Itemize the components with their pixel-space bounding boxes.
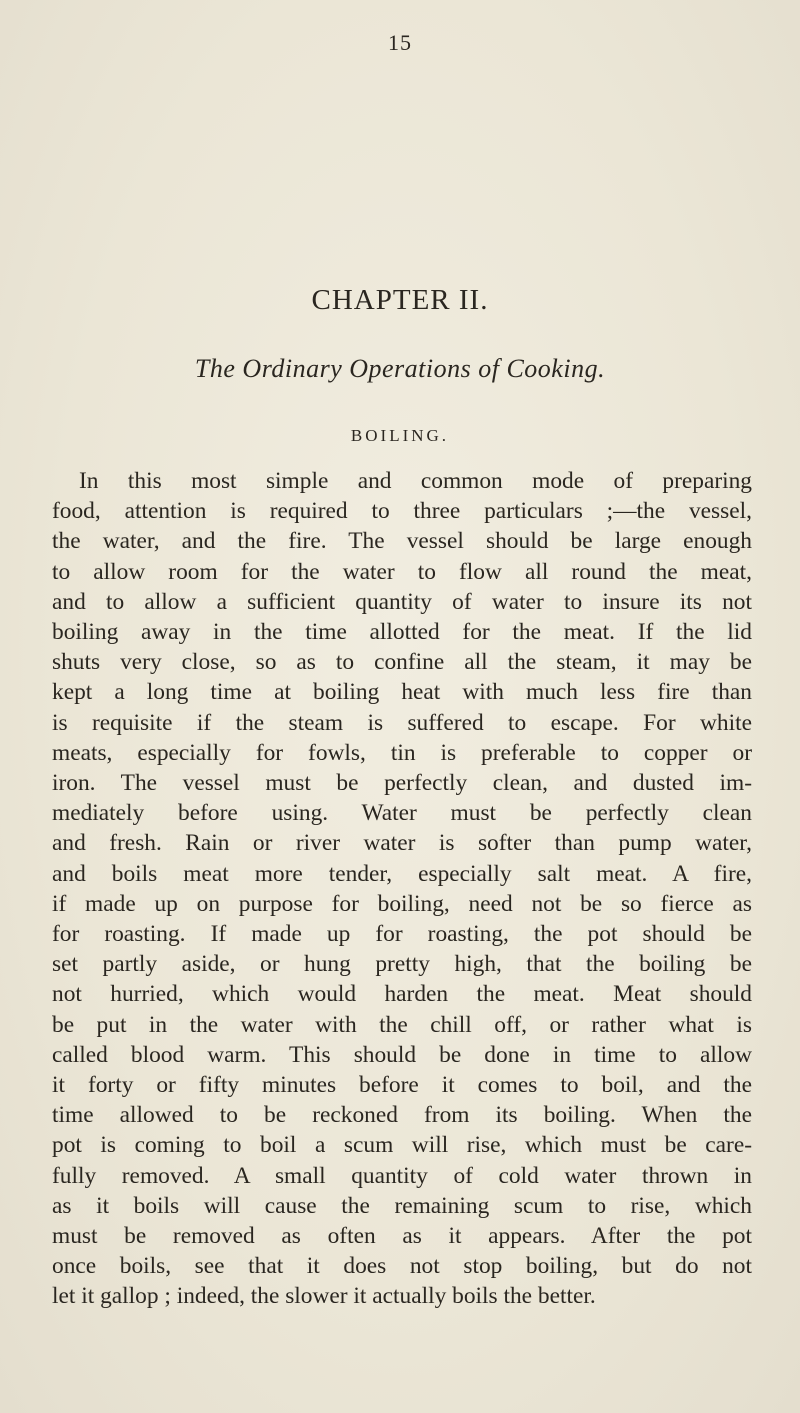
text-line: kept a long time at boiling heat with much less fire than: [52, 679, 752, 706]
text-line: it forty or fifty minutes before it comes to boil, and the: [52, 1072, 752, 1099]
text-line: let it gallop ; indeed, the slower it actually boils the better.: [52, 1283, 596, 1310]
text-line: In this most simple and common mode of preparing: [79, 468, 752, 494]
text-line: is requisite if the steam is suffered to escape. For white: [52, 709, 752, 736]
text-line: called blood warm. This should be done in time to allow: [52, 1041, 752, 1068]
text-line: if made up on purpose for boiling, need not be so fierce as: [52, 890, 752, 917]
text-line: and fresh. Rain or river water is softer than pump water,: [52, 830, 752, 857]
text-line: pot is coming to boil a scum will rise, which must be care-: [52, 1132, 752, 1159]
text-line: be put in the water with the chill off, or rather what is: [52, 1011, 752, 1038]
text-line: not hurried, which would harden the meat. Meat should: [52, 981, 752, 1008]
text-line: once boils, see that it does not stop boiling, but do not: [52, 1253, 752, 1280]
text-line: as it boils will cause the remaining scum to rise, which: [52, 1192, 752, 1219]
text-line: time allowed to be reckoned from its boiling. When the: [52, 1102, 752, 1129]
text-line: the water, and the fire. The vessel should be large enough: [52, 528, 752, 555]
text-line: fully removed. A small quantity of cold water thrown in: [52, 1162, 752, 1189]
text-line: iron. The vessel must be perfectly clean, and dusted im-: [52, 770, 752, 797]
text-line: for roasting. If made up for roasting, the pot should be: [52, 921, 752, 948]
section-heading: BOILING.: [350, 426, 450, 445]
chapter-heading: CHAPTER II.: [311, 284, 489, 316]
text-line: and to allow a sufficient quantity of water to insure its not: [52, 588, 752, 615]
text-line: to allow room for the water to flow all round the meat,: [52, 558, 752, 585]
text-line: food, attention is required to three particulars ;—the vessel,: [52, 498, 752, 525]
text-line: must be removed as often as it appears. After the pot: [52, 1223, 752, 1250]
chapter-title: The Ordinary Operations of Cooking.: [194, 354, 606, 383]
text-line: meats, especially for fowls, tin is preferable to copper or: [52, 739, 752, 766]
text-line: mediately before using. Water must be perfectly clean: [52, 800, 752, 827]
body-paragraph: [52, 466, 752, 1312]
text-line: and boils meat more tender, especially salt meat. A fire,: [52, 860, 752, 887]
page-number: 15: [388, 30, 412, 55]
text-line: set partly aside, or hung pretty high, that the boiling be: [52, 951, 752, 978]
text-line: boiling away in the time allotted for the meat. If the lid: [52, 619, 752, 646]
text-line: shuts very close, so as to confine all the steam, it may be: [52, 649, 752, 676]
